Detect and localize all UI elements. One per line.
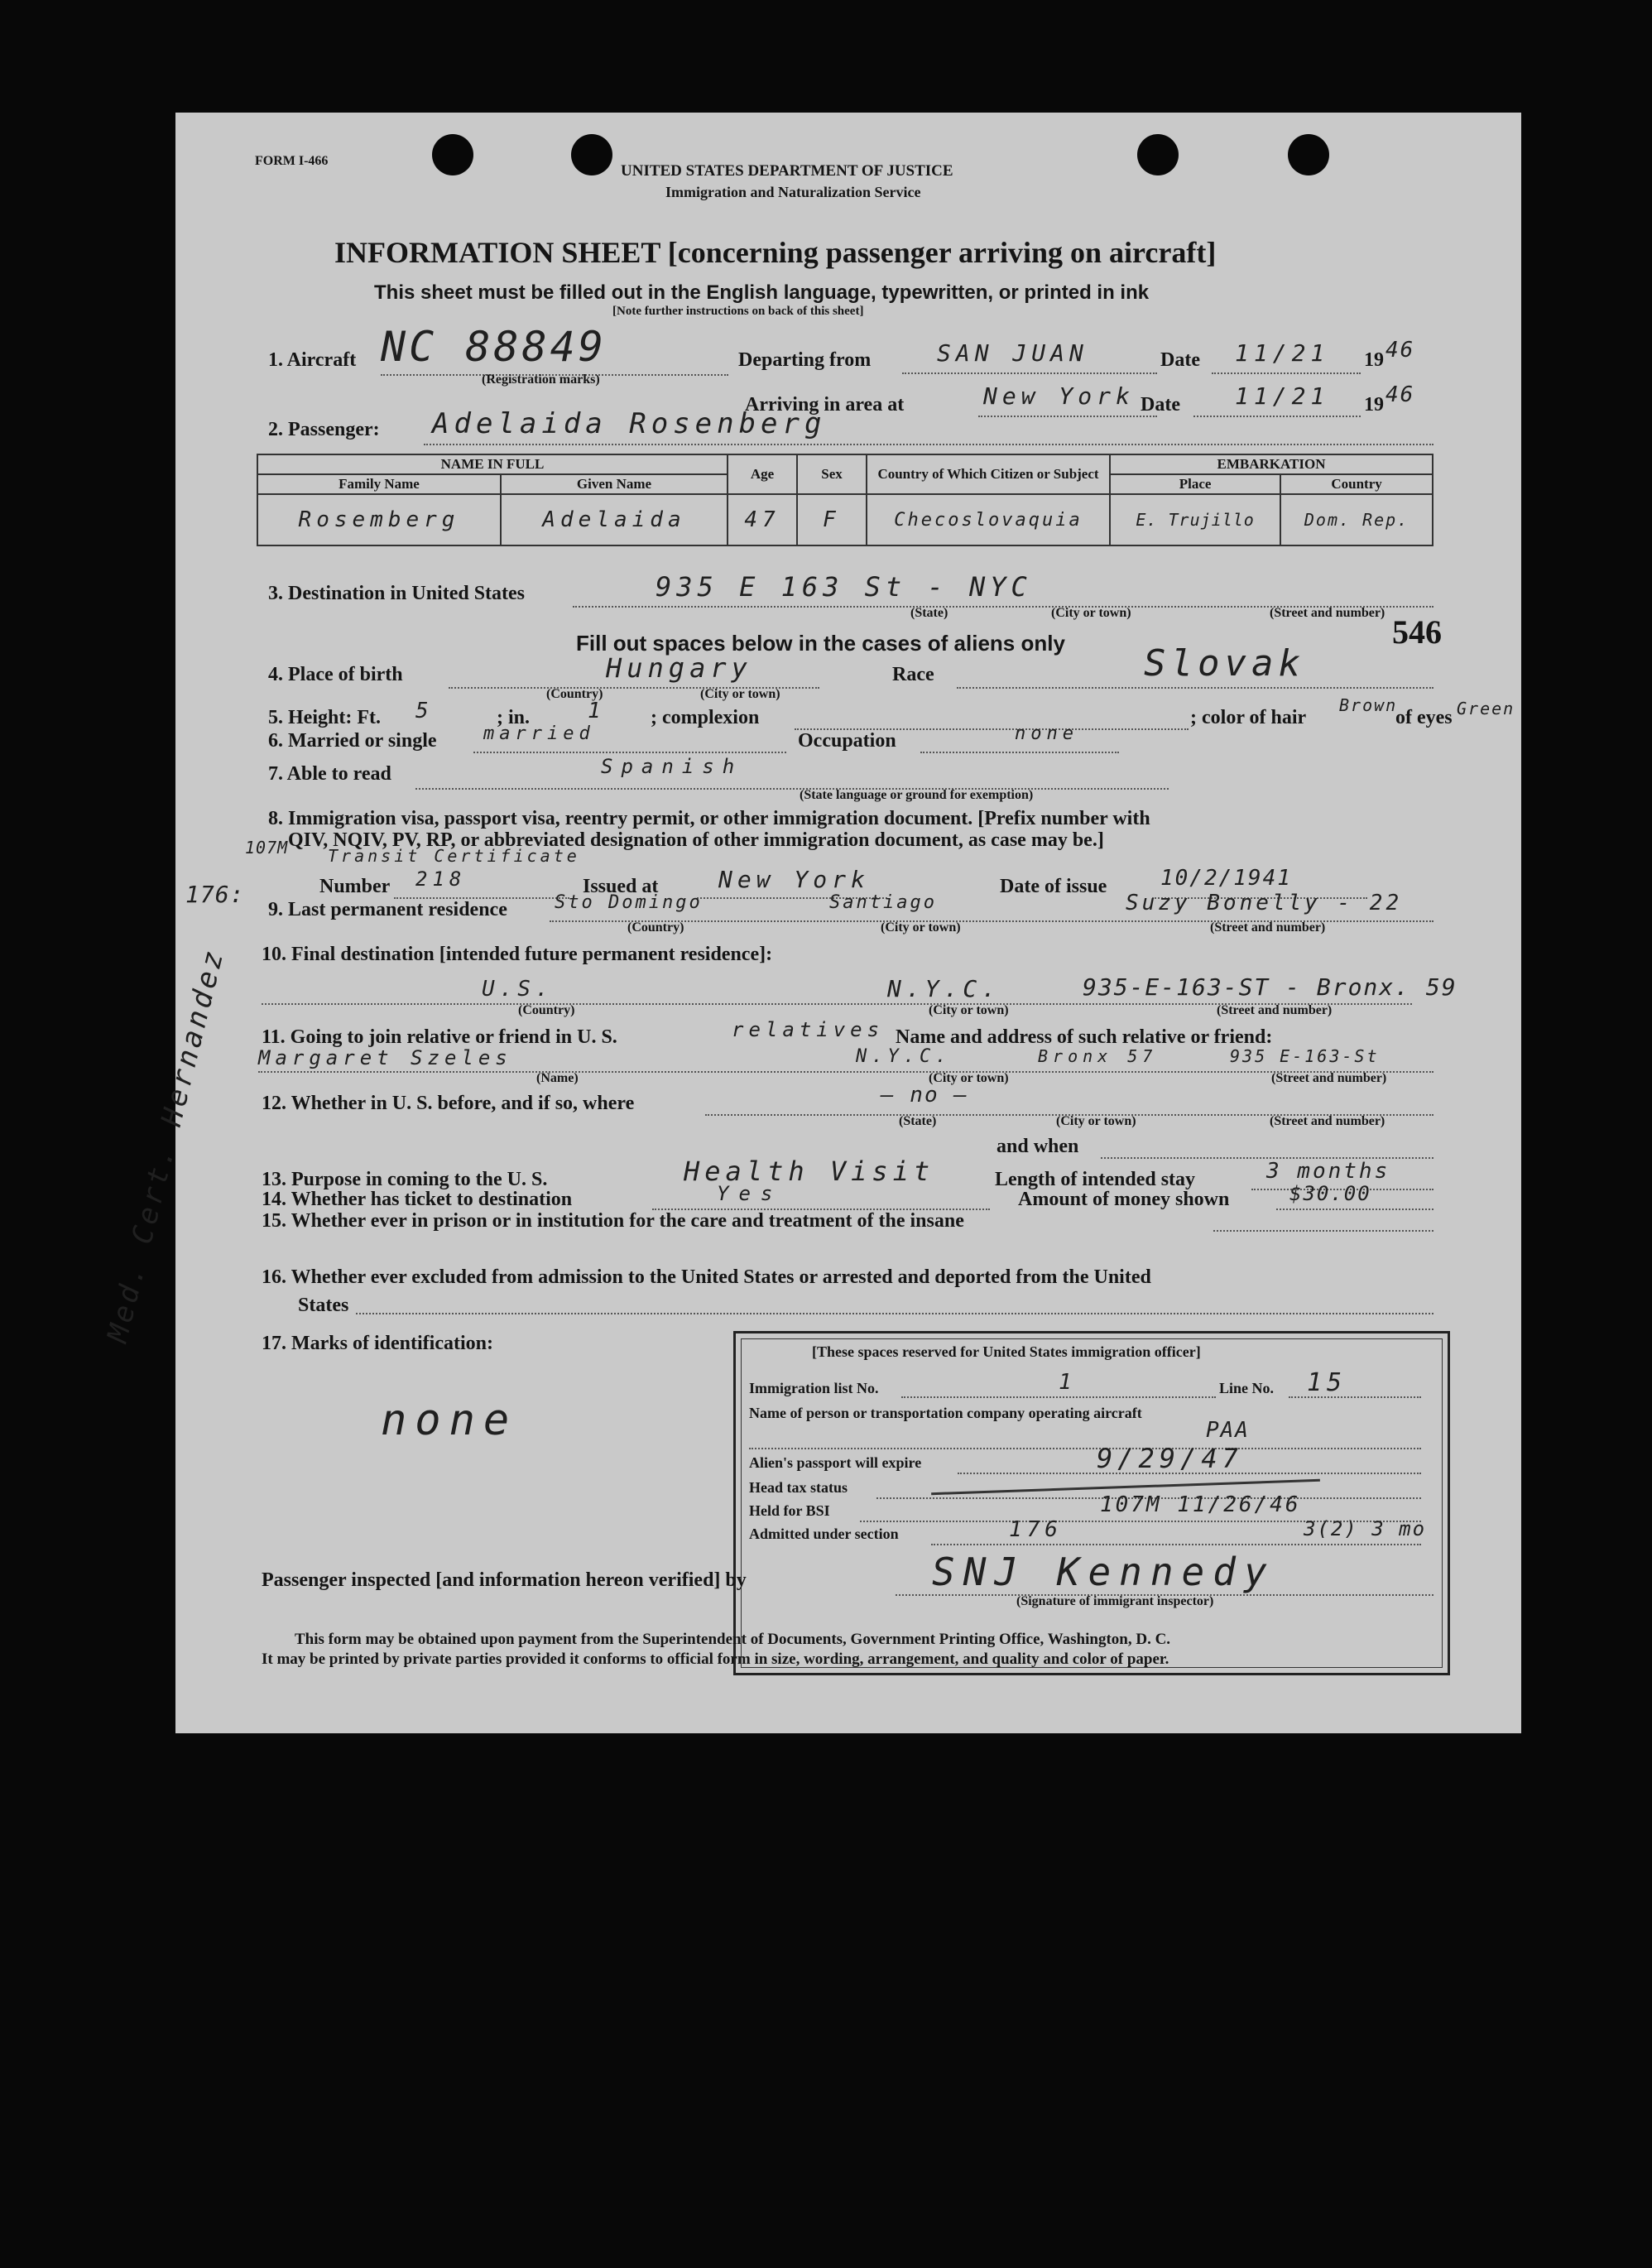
city-caption: (City or town) (1051, 606, 1131, 620)
given-name-header: Given Name (501, 474, 728, 494)
relative-borough: Bronx 57 (1038, 1046, 1158, 1066)
margin-annotation: Med. Cert. Hernandez (101, 944, 232, 1346)
state-caption: (State) (899, 1114, 937, 1128)
line-value: 15 (1307, 1368, 1347, 1397)
marital-value: married (483, 723, 595, 744)
embark-country-cell: Dom. Rep. (1280, 494, 1433, 545)
ticket-value: Yes (717, 1182, 783, 1205)
embark-place-cell: E. Trujillo (1110, 494, 1280, 545)
arrival-date: 11/21 (1235, 382, 1330, 410)
residence-country: Sto Domingo (555, 892, 703, 913)
height-label: 5. Height: Ft. (268, 707, 381, 728)
race-label: Race (892, 664, 934, 685)
race-value: Slovak (1144, 642, 1305, 685)
sex-header: Sex (797, 454, 867, 494)
family-name-header: Family Name (257, 474, 501, 494)
aircraft-caption: (Registration marks) (482, 372, 600, 387)
passenger-table (257, 454, 1433, 546)
instruction-note: [Note further instructions on back of this sheet] (612, 305, 864, 318)
line-label: Line No. (1219, 1380, 1275, 1396)
language-caption: (State language or ground for exemption) (800, 788, 1034, 802)
complexion-label: ; complexion (651, 707, 760, 728)
aliens-heading: Fill out spaces below in the cases of aliens only (576, 631, 1065, 656)
residence-street: Suzy Bonelly - 22 (1126, 891, 1403, 915)
held-value: 107M 11/26/46 (1100, 1492, 1301, 1517)
money-value: $30.00 (1289, 1182, 1371, 1205)
country-caption: (Country) (627, 920, 684, 935)
form-number: FORM I-466 (255, 154, 329, 168)
annotation-107m: 107M (245, 838, 289, 858)
document-label-2: QIV, NQIV, PV, RP, or abbreviated designation of other immigration document, as case may be.] (288, 829, 1104, 851)
relative-street: 935 E-163-St (1230, 1046, 1380, 1066)
departing-label: Departing from (738, 349, 872, 371)
money-label: Amount of money shown (1018, 1189, 1230, 1210)
height-feet: 5 (415, 699, 434, 723)
occupation-value: none (1015, 723, 1078, 744)
held-label: Held for BSI (749, 1502, 830, 1519)
issued-value: New York (718, 866, 870, 893)
relative-city: N.Y.C. (856, 1046, 952, 1067)
street-caption: (Street and number) (1217, 1003, 1333, 1017)
officer-section (733, 1331, 1450, 1675)
final-destination-label: 10. Final destination [intended future permanent residence]: (262, 944, 773, 965)
passenger-label: 2. Passenger: (268, 419, 380, 440)
sex-cell: F (797, 494, 867, 545)
year-prefix: 19 (1364, 349, 1384, 371)
height-inches: 1 (588, 699, 606, 723)
name-caption: (Name) (536, 1071, 579, 1085)
hair-value: Brown (1339, 695, 1398, 715)
previous-visit-label: 12. Whether in U. S. before, and if so, where (262, 1093, 635, 1114)
given-name-cell: Adelaida (501, 494, 728, 545)
list-label: Immigration list No. (749, 1380, 879, 1396)
punch-hole (571, 134, 612, 175)
arrival-year: 46 (1385, 382, 1415, 407)
page-subtitle: This sheet must be filled out in the English language, typewritten, or printed in ink (374, 281, 1150, 304)
occupation-label: Occupation (798, 730, 896, 752)
company-value: PAA (1206, 1418, 1250, 1443)
join-relative-label: 11. Going to join relative or friend in U. S. (262, 1026, 617, 1048)
relative-name: Margaret Szeles (258, 1046, 512, 1069)
purpose-label: 13. Purpose in coming to the U. S. (262, 1169, 548, 1190)
footer-line-2: It may be printed by private parties provided it conforms to official form in size, wording, arrangement, and quality and color of paper. (262, 1651, 1169, 1668)
purpose-value: Health Visit (684, 1156, 935, 1187)
citizenship-cell: Checoslovaquia (867, 494, 1110, 545)
when-label: and when (996, 1136, 1079, 1157)
inspector-signature: SNJ Kennedy (932, 1550, 1275, 1594)
final-street: 935-E-163-ST - Bronx. 59 (1083, 973, 1458, 1001)
page-title: INFORMATION SHEET [concerning passenger arriving on aircraft] (334, 236, 1217, 269)
issue-date-value: 10/2/1941 (1160, 866, 1292, 891)
annotation-transit: Transit Certificate (328, 846, 580, 866)
eyes-label: of eyes (1395, 707, 1453, 728)
year-prefix: 19 (1364, 394, 1384, 416)
embarkation-header: EMBARKATION (1110, 454, 1433, 474)
admitted-extra: 3(2) 3 mo (1304, 1517, 1427, 1540)
city-caption: (City or town) (700, 687, 780, 701)
number-label: Number (319, 876, 391, 897)
ticket-label: 14. Whether has ticket to destination (262, 1189, 573, 1210)
street-caption: (Street and number) (1210, 920, 1326, 935)
annotation-margin: 176: (185, 881, 245, 908)
country-caption: (Country) (546, 687, 603, 701)
country-header: Country of Which Citizen or Subject (867, 454, 1110, 494)
admitted-value: 176 (1009, 1517, 1063, 1542)
excluded-label-2: States (298, 1295, 349, 1316)
city-caption: (City or town) (929, 1003, 1009, 1017)
signature-caption: (Signature of immigrant inspector) (1016, 1594, 1214, 1608)
issue-date-label: Date of issue (1000, 876, 1107, 897)
departure-date: 11/21 (1235, 339, 1330, 367)
city-caption: (City or town) (881, 920, 961, 935)
document-number: 218 (415, 867, 467, 891)
departing-value: SAN JUAN (937, 339, 1088, 367)
identification-value: none (381, 1396, 518, 1445)
punch-hole (432, 134, 473, 175)
marital-label: 6. Married or single (268, 730, 437, 752)
hair-label: ; color of hair (1190, 707, 1307, 728)
embark-country-header: Country (1280, 474, 1433, 494)
relative-name-label: Name and address of such relative or friend: (896, 1026, 1273, 1048)
arriving-value: New York (983, 382, 1135, 410)
final-country: U.S. (482, 977, 554, 1002)
company-label: Name of person or transportation company operating aircraft (749, 1405, 1142, 1421)
form-sheet (101, 113, 1521, 1733)
place-header: Place (1110, 474, 1280, 494)
prison-label: 15. Whether ever in prison or in institution for the care and treatment of the insane (262, 1210, 964, 1232)
officer-heading: [These spaces reserved for United States immigration officer] (812, 1343, 1201, 1360)
service-name: Immigration and Naturalization Service (665, 184, 921, 200)
family-name-cell: Rosemberg (257, 494, 501, 545)
tax-label: Head tax status (749, 1479, 848, 1496)
departure-year: 46 (1385, 338, 1415, 363)
expire-value: 9/29/47 (1097, 1443, 1243, 1474)
inches-label: ; in. (497, 707, 531, 728)
stay-value: 3 months (1266, 1159, 1390, 1184)
state-caption: (State) (910, 606, 948, 620)
final-city: N.Y.C. (887, 975, 1001, 1002)
aircraft-label: 1. Aircraft (268, 349, 357, 371)
name-in-full-header: NAME IN FULL (257, 454, 728, 474)
city-caption: (City or town) (1056, 1114, 1136, 1128)
destination-value: 935 E 163 St - NYC (656, 571, 1032, 603)
join-relative-value: relatives (732, 1018, 885, 1041)
punch-hole (1137, 134, 1179, 175)
document-label-1: 8. Immigration visa, passport visa, reentry permit, or other immigration document. [Prefix number with (268, 808, 1150, 829)
residence-label: 9. Last permanent residence (268, 899, 507, 920)
birthplace-label: 4. Place of birth (268, 664, 403, 685)
birthplace-value: Hungary (606, 652, 752, 684)
stay-label: Length of intended stay (995, 1169, 1196, 1190)
read-value: Spanish (601, 755, 743, 778)
eyes-value: Green (1457, 699, 1515, 718)
age-header: Age (728, 454, 797, 494)
expire-label: Alien's passport will expire (749, 1454, 922, 1471)
excluded-label: 16. Whether ever excluded from admission to the United States or arrested and deported from the United (262, 1266, 1151, 1288)
street-caption: (Street and number) (1270, 606, 1385, 620)
arriving-label: Arriving in area at (745, 394, 905, 416)
aircraft-value: NC 88849 (381, 323, 607, 371)
footer-line-1: This form may be obtained upon payment from the Superintendent of Documents, Government Printing Office, Washington, D. C. (295, 1631, 1171, 1648)
punch-hole (1288, 134, 1329, 175)
residence-city: Santiago (829, 892, 937, 913)
country-caption: (Country) (518, 1003, 575, 1017)
street-caption: (Street and number) (1271, 1071, 1387, 1085)
city-caption: (City or town) (929, 1071, 1009, 1085)
list-value: 1 (1059, 1370, 1077, 1395)
age-cell: 47 (728, 494, 797, 545)
department-name: UNITED STATES DEPARTMENT OF JUSTICE (621, 162, 953, 180)
destination-label: 3. Destination in United States (268, 583, 526, 604)
passenger-value: Adelaida Rosenberg (432, 407, 827, 440)
read-label: 7. Able to read (268, 763, 391, 785)
date-label: Date (1141, 394, 1180, 416)
street-caption: (Street and number) (1270, 1114, 1385, 1128)
issued-label: Issued at (583, 876, 659, 897)
date-label: Date (1160, 349, 1200, 371)
stamp-number: 546 (1392, 613, 1442, 651)
inspected-label: Passenger inspected [and information hereon verified] by (262, 1569, 747, 1591)
previous-visit-value: — no — (881, 1083, 968, 1108)
identification-label: 17. Marks of identification: (262, 1333, 493, 1354)
admitted-label: Admitted under section (749, 1526, 899, 1542)
